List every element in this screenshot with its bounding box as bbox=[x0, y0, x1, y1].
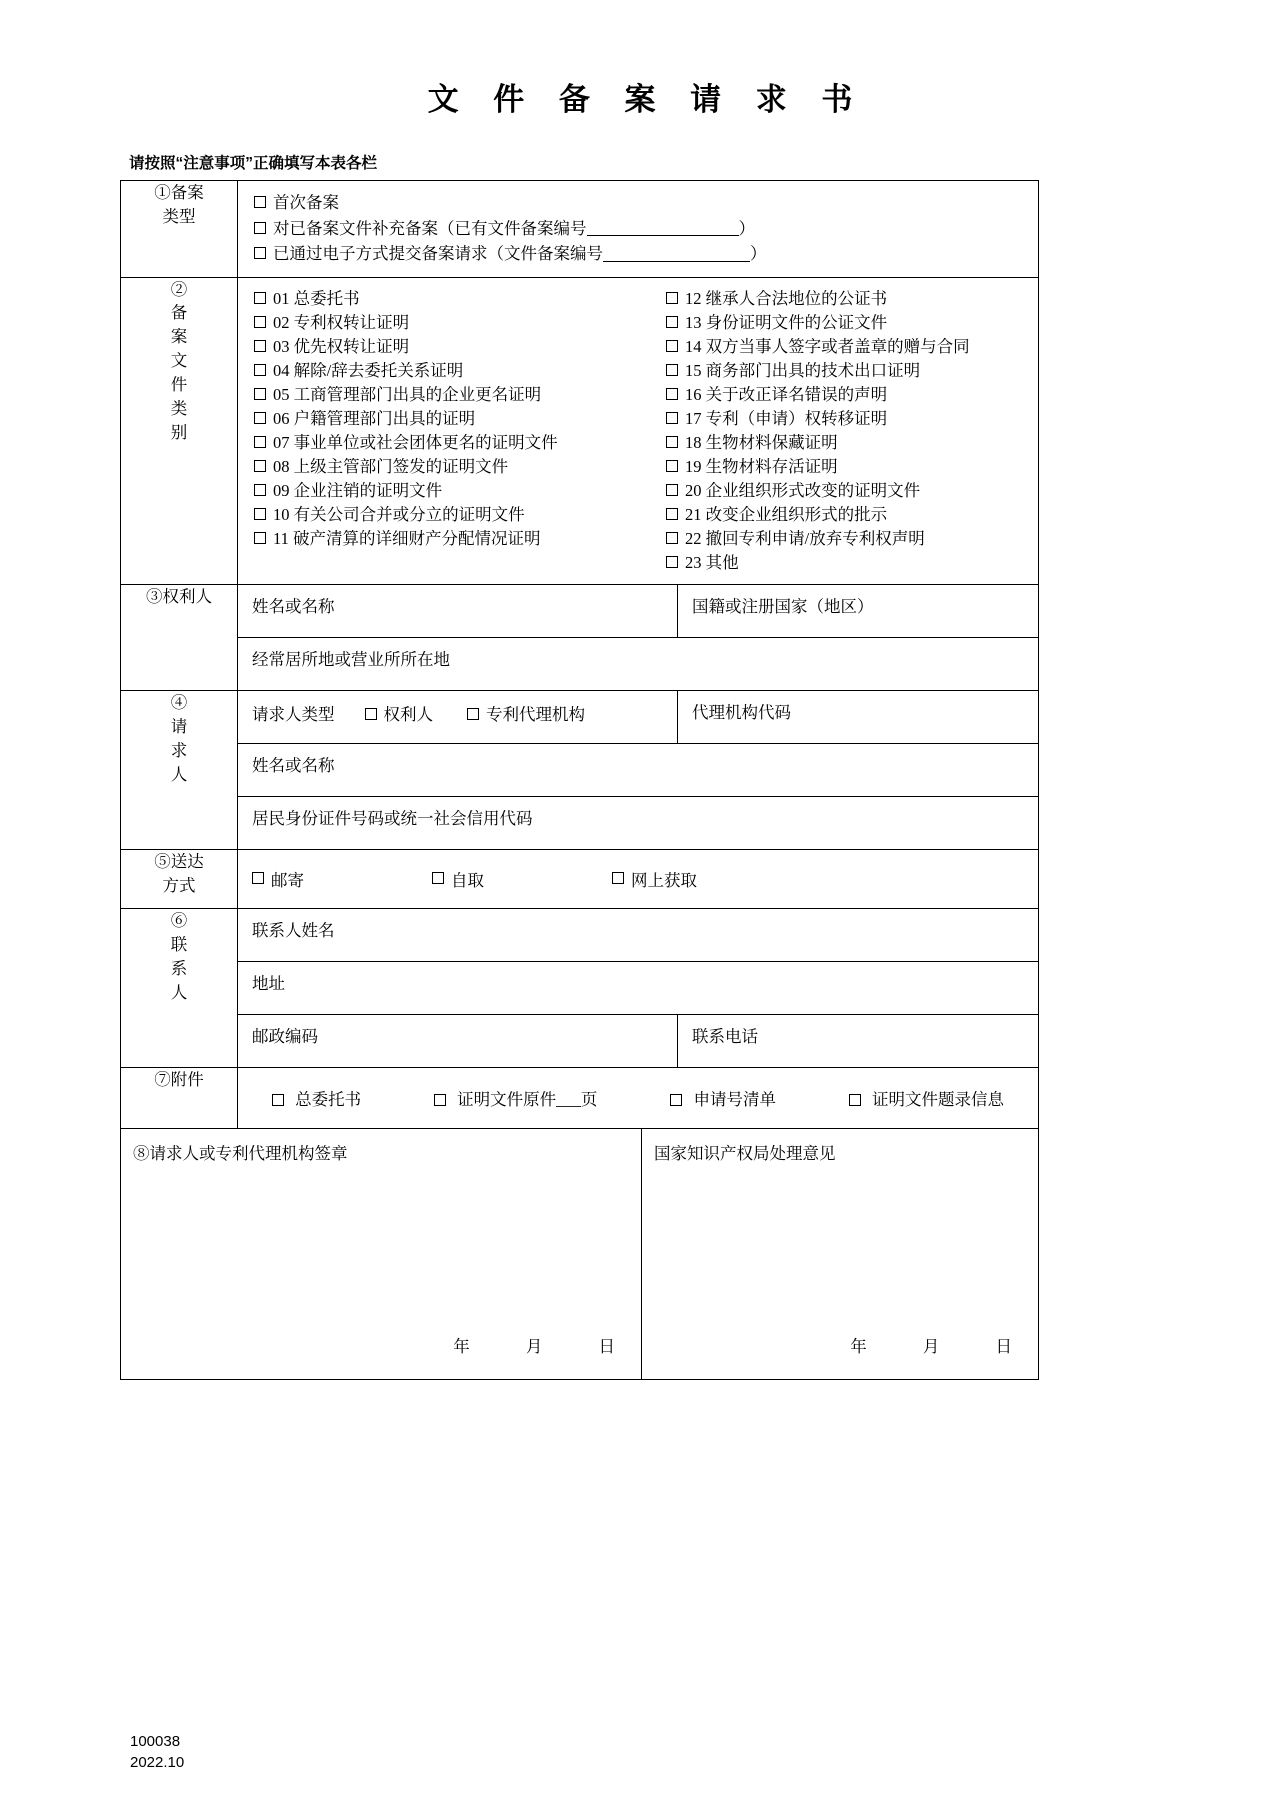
delivery-option-label: 邮寄 bbox=[271, 871, 304, 890]
attachment-option-label: 证明文件原件___页 bbox=[457, 1090, 598, 1109]
checkbox-icon[interactable] bbox=[254, 364, 266, 376]
rightholder-name-cell[interactable] bbox=[238, 585, 678, 638]
checkbox-row-doc-22[interactable] bbox=[666, 528, 1026, 548]
section-2-content bbox=[238, 277, 1039, 585]
cnipa-opinion-title: 国家知识产权局处理意见 bbox=[654, 1144, 836, 1163]
section-6-label bbox=[121, 909, 238, 1068]
checkbox-row-doc-14[interactable] bbox=[666, 336, 1026, 356]
section-6-row-2 bbox=[121, 962, 1039, 1015]
footer-form-code: 100038 bbox=[130, 1732, 181, 1750]
checkbox-label: 06 户籍管理部门出具的证明 bbox=[273, 408, 476, 428]
footer bbox=[130, 1731, 184, 1775]
section-5-row bbox=[121, 850, 1039, 909]
document-category-left-column bbox=[238, 288, 658, 572]
checkbox-label: 首次备案 bbox=[273, 193, 339, 212]
section-6-label-char: 人 bbox=[170, 982, 188, 1002]
section-1-content bbox=[238, 181, 1039, 278]
attachment-option-label: 申请号清单 bbox=[693, 1090, 776, 1109]
section-4-label-char: 求 bbox=[170, 740, 188, 760]
checkbox-icon[interactable] bbox=[272, 1094, 284, 1106]
requester-name-cell[interactable] bbox=[238, 744, 1039, 797]
checkbox-label-post: ） bbox=[750, 244, 767, 263]
checkbox-row-doc-20[interactable] bbox=[666, 480, 1026, 500]
checkbox-icon[interactable] bbox=[432, 872, 444, 884]
section-2-label-char: 别 bbox=[170, 423, 188, 443]
checkbox-label: 20 企业组织形式改变的证明文件 bbox=[685, 480, 921, 500]
section-7-label: ⑦附件 bbox=[121, 1068, 238, 1129]
checkbox-label: 15 商务部门出具的技术出口证明 bbox=[685, 360, 921, 380]
checkbox-row-doc-05[interactable] bbox=[254, 384, 658, 404]
checkbox-row-doc-15[interactable] bbox=[666, 360, 1026, 380]
checkbox-icon[interactable] bbox=[612, 872, 624, 884]
section-2-label bbox=[121, 277, 238, 585]
date-day-label: 日 bbox=[598, 1337, 615, 1356]
requester-id-label: 居民身份证件号码或统一社会信用代码 bbox=[252, 809, 533, 828]
rightholder-name-label: 姓名或名称 bbox=[252, 597, 335, 616]
checkbox-icon[interactable] bbox=[666, 508, 678, 520]
delivery-option-online[interactable] bbox=[612, 867, 792, 891]
cnipa-opinion-cell[interactable] bbox=[642, 1129, 1039, 1380]
contact-postcode-cell[interactable] bbox=[238, 1015, 678, 1068]
date-year-label: 年 bbox=[453, 1337, 470, 1356]
contact-postcode-label: 邮政编码 bbox=[252, 1027, 318, 1046]
requester-type-label: 请求人类型 bbox=[252, 705, 335, 724]
checkbox-icon[interactable] bbox=[434, 1094, 446, 1106]
section-6-row-1 bbox=[121, 909, 1039, 962]
section-6-label-char: ⑥ bbox=[170, 911, 188, 930]
checkbox-row-supplement-filing[interactable] bbox=[254, 218, 1038, 238]
requester-name-label: 姓名或名称 bbox=[252, 756, 335, 775]
section-6-row-3 bbox=[121, 1015, 1039, 1068]
checkbox-icon[interactable] bbox=[254, 247, 266, 259]
checkbox-icon[interactable] bbox=[666, 292, 678, 304]
attachment-option-original-docs[interactable] bbox=[434, 1086, 597, 1110]
checkbox-row-doc-01[interactable] bbox=[254, 288, 658, 308]
checkbox-icon[interactable] bbox=[666, 388, 678, 400]
checkbox-label: 19 生物材料存活证明 bbox=[685, 456, 838, 476]
filing-request-table bbox=[120, 180, 1039, 1380]
checkbox-label: 04 解除/辞去委托关系证明 bbox=[273, 360, 464, 380]
section-2-label-char: 案 bbox=[170, 327, 188, 347]
checkbox-icon[interactable] bbox=[254, 412, 266, 424]
contact-address-label: 地址 bbox=[252, 974, 285, 993]
checkbox-icon[interactable] bbox=[254, 508, 266, 520]
requester-signature-title: ⑧请求人或专利代理机构签章 bbox=[133, 1144, 348, 1163]
section-6-label-char: 联 bbox=[170, 934, 188, 954]
requester-type-option-agency: 专利代理机构 bbox=[486, 705, 585, 724]
agency-code-cell[interactable] bbox=[678, 691, 1039, 744]
checkbox-label: 08 上级主管部门签发的证明文件 bbox=[273, 456, 509, 476]
checkbox-label: 23 其他 bbox=[685, 552, 739, 572]
delivery-option-label: 自取 bbox=[451, 871, 484, 890]
rightholder-residence-label: 经常居所地或营业所所在地 bbox=[252, 650, 450, 669]
checkbox-row-doc-03[interactable] bbox=[254, 336, 658, 356]
section-2-label-char: 件 bbox=[170, 375, 188, 395]
checkbox-icon[interactable] bbox=[467, 708, 479, 720]
section-2-label-char: 备 bbox=[170, 303, 188, 323]
section-4-label-char: 请 bbox=[170, 716, 188, 736]
section-4-label-char: 人 bbox=[170, 764, 188, 784]
date-year-label: 年 bbox=[850, 1337, 867, 1356]
checkbox-row-doc-02[interactable] bbox=[254, 312, 658, 332]
contact-name-label: 联系人姓名 bbox=[252, 921, 335, 940]
checkbox-label: 03 优先权转让证明 bbox=[273, 336, 410, 356]
checkbox-row-electronic-filing[interactable] bbox=[254, 246, 1038, 263]
checkbox-label: 09 企业注销的证明文件 bbox=[273, 480, 443, 500]
checkbox-row-doc-10[interactable] bbox=[254, 504, 658, 524]
checkbox-icon[interactable] bbox=[666, 436, 678, 448]
attachment-option-general-poa[interactable] bbox=[272, 1086, 361, 1110]
checkbox-icon[interactable] bbox=[670, 1094, 682, 1106]
section-2-label-char: ② bbox=[170, 279, 188, 299]
checkbox-icon[interactable] bbox=[254, 484, 266, 496]
rightholder-nationality-cell[interactable] bbox=[678, 585, 1039, 638]
checkbox-row-doc-19[interactable] bbox=[666, 456, 1026, 476]
checkbox-label: 11 破产清算的详细财产分配情况证明 bbox=[273, 528, 541, 548]
checkbox-row-doc-11[interactable] bbox=[254, 528, 658, 548]
checkbox-icon[interactable] bbox=[254, 532, 266, 544]
footer-version-date: 2022.10 bbox=[130, 1754, 185, 1772]
checkbox-row-doc-21[interactable] bbox=[666, 504, 1026, 524]
checkbox-row-doc-07[interactable] bbox=[254, 432, 658, 452]
checkbox-label: 13 身份证明文件的公证文件 bbox=[685, 312, 888, 332]
section-1-label-line2: 类型 bbox=[162, 206, 196, 226]
checkbox-icon[interactable] bbox=[666, 460, 678, 472]
checkbox-label: 12 继承人合法地位的公证书 bbox=[685, 288, 888, 308]
existing-filing-number-input[interactable] bbox=[587, 221, 739, 236]
checkbox-row-doc-08[interactable] bbox=[254, 456, 658, 476]
section-1-label bbox=[121, 181, 238, 278]
checkbox-icon[interactable] bbox=[666, 412, 678, 424]
checkbox-icon[interactable] bbox=[254, 388, 266, 400]
checkbox-row-doc-12[interactable] bbox=[666, 288, 1026, 308]
checkbox-icon[interactable] bbox=[666, 532, 678, 544]
section-2-label-char: 文 bbox=[170, 351, 188, 371]
attachment-option-label: 证明文件题录信息 bbox=[871, 1090, 1004, 1109]
checkbox-row-doc-06[interactable] bbox=[254, 408, 658, 428]
section-1-row bbox=[121, 181, 1039, 278]
section-3-row-1 bbox=[121, 585, 1039, 638]
checkbox-icon[interactable] bbox=[254, 292, 266, 304]
requester-signature-cell[interactable] bbox=[121, 1129, 642, 1380]
checkbox-icon[interactable] bbox=[666, 316, 678, 328]
checkbox-label: 17 专利（申请）权转移证明 bbox=[685, 408, 888, 428]
checkbox-label-pre: 对已备案文件补充备案（已有文件备案编号 bbox=[273, 218, 587, 238]
section-7-row bbox=[121, 1068, 1039, 1129]
checkbox-icon[interactable] bbox=[254, 340, 266, 352]
checkbox-row-doc-23[interactable] bbox=[666, 552, 1026, 572]
checkbox-icon[interactable] bbox=[254, 316, 266, 328]
section-4-row-2 bbox=[121, 744, 1039, 797]
attachment-option-label: 总委托书 bbox=[295, 1090, 362, 1109]
cnipa-opinion-date bbox=[850, 1333, 1012, 1357]
section-4-row-3 bbox=[121, 797, 1039, 850]
checkbox-icon[interactable] bbox=[254, 436, 266, 448]
checkbox-icon[interactable] bbox=[254, 196, 266, 208]
rightholder-nationality-label: 国籍或注册国家（地区） bbox=[692, 597, 874, 616]
section-4-label-char: ④ bbox=[170, 693, 188, 712]
delivery-option-mail[interactable] bbox=[252, 867, 432, 891]
document-category-right-column bbox=[658, 288, 1026, 572]
page-title: 文 件 备 案 请 求 书 bbox=[427, 82, 866, 117]
date-month-label: 月 bbox=[525, 1337, 543, 1356]
section-4-row-1 bbox=[121, 691, 1039, 744]
contact-name-cell[interactable] bbox=[238, 909, 1039, 962]
checkbox-icon[interactable] bbox=[365, 708, 377, 720]
checkbox-label: 01 总委托书 bbox=[273, 288, 360, 308]
agency-code-label: 代理机构代码 bbox=[692, 703, 791, 722]
requester-type-cell bbox=[238, 691, 678, 744]
filing-number-input[interactable] bbox=[603, 247, 750, 262]
section-6-label-char: 系 bbox=[170, 958, 188, 978]
contact-phone-label: 联系电话 bbox=[692, 1027, 758, 1046]
requester-id-cell[interactable] bbox=[238, 797, 1039, 850]
attachment-option-application-list[interactable] bbox=[670, 1086, 776, 1110]
checkbox-label: 05 工商管理部门出具的企业更名证明 bbox=[273, 384, 542, 404]
date-day-label: 日 bbox=[995, 1337, 1012, 1356]
checkbox-row-doc-09[interactable] bbox=[254, 480, 658, 500]
requester-type-row bbox=[238, 691, 677, 739]
requester-type-option-rightholder: 权利人 bbox=[383, 705, 433, 724]
checkbox-icon[interactable] bbox=[849, 1094, 861, 1106]
checkbox-label-post: ） bbox=[738, 218, 755, 238]
attachment-option-bibliographic-info[interactable] bbox=[849, 1086, 1004, 1110]
section-2-row bbox=[121, 277, 1039, 585]
section-5-label-line2: 方式 bbox=[162, 875, 196, 895]
contact-phone-cell[interactable] bbox=[678, 1015, 1039, 1068]
checkbox-label: 18 生物材料保藏证明 bbox=[685, 432, 838, 452]
section-7-content bbox=[238, 1068, 1039, 1129]
section-3-row-2 bbox=[121, 638, 1039, 691]
section-5-content bbox=[238, 850, 1039, 909]
checkbox-label: 21 改变企业组织形式的批示 bbox=[685, 504, 888, 524]
section-8-row bbox=[121, 1129, 1039, 1380]
checkbox-icon[interactable] bbox=[254, 460, 266, 472]
delivery-option-pickup[interactable] bbox=[432, 867, 612, 891]
section-4-label bbox=[121, 691, 238, 850]
checkbox-label: 07 事业单位或社会团体更名的证明文件 bbox=[273, 432, 558, 452]
checkbox-label: 22 撤回专利申请/放弃专利权声明 bbox=[685, 528, 925, 548]
checkbox-icon[interactable] bbox=[666, 556, 678, 568]
rightholder-residence-cell[interactable] bbox=[238, 638, 1039, 691]
section-3-label: ③权利人 bbox=[121, 585, 238, 691]
checkbox-row-first-filing[interactable] bbox=[254, 195, 1038, 212]
checkbox-row-doc-18[interactable] bbox=[666, 432, 1026, 452]
section-5-label-line1: ⑤送达 bbox=[154, 852, 204, 871]
checkbox-icon[interactable] bbox=[666, 364, 678, 376]
date-month-label: 月 bbox=[922, 1337, 940, 1356]
checkbox-row-doc-17[interactable] bbox=[666, 408, 1026, 428]
checkbox-row-doc-16[interactable] bbox=[666, 384, 1026, 404]
instruction-note: 请按照“注意事项”正确填写本表各栏 bbox=[129, 155, 378, 172]
checkbox-icon[interactable] bbox=[252, 872, 264, 884]
section-5-label bbox=[121, 850, 238, 909]
checkbox-label: 10 有关公司合并或分立的证明文件 bbox=[273, 504, 525, 524]
checkbox-icon[interactable] bbox=[254, 222, 266, 234]
checkbox-row-doc-04[interactable] bbox=[254, 360, 658, 380]
checkbox-icon[interactable] bbox=[666, 484, 678, 496]
delivery-option-label: 网上获取 bbox=[631, 871, 697, 890]
checkbox-label: 16 关于改正译名错误的声明 bbox=[685, 384, 888, 404]
section-2-label-char: 类 bbox=[170, 399, 188, 419]
checkbox-label: 14 双方当事人签字或者盖章的赠与合同 bbox=[685, 336, 970, 356]
checkbox-label: 02 专利权转让证明 bbox=[273, 312, 410, 332]
checkbox-icon[interactable] bbox=[666, 340, 678, 352]
checkbox-row-doc-13[interactable] bbox=[666, 312, 1026, 332]
requester-signature-date bbox=[453, 1333, 615, 1357]
contact-address-cell[interactable] bbox=[238, 962, 1039, 1015]
checkbox-label-pre: 已通过电子方式提交备案请求（文件备案编号 bbox=[273, 244, 603, 263]
section-1-label-line1: ①备案 bbox=[154, 183, 204, 202]
